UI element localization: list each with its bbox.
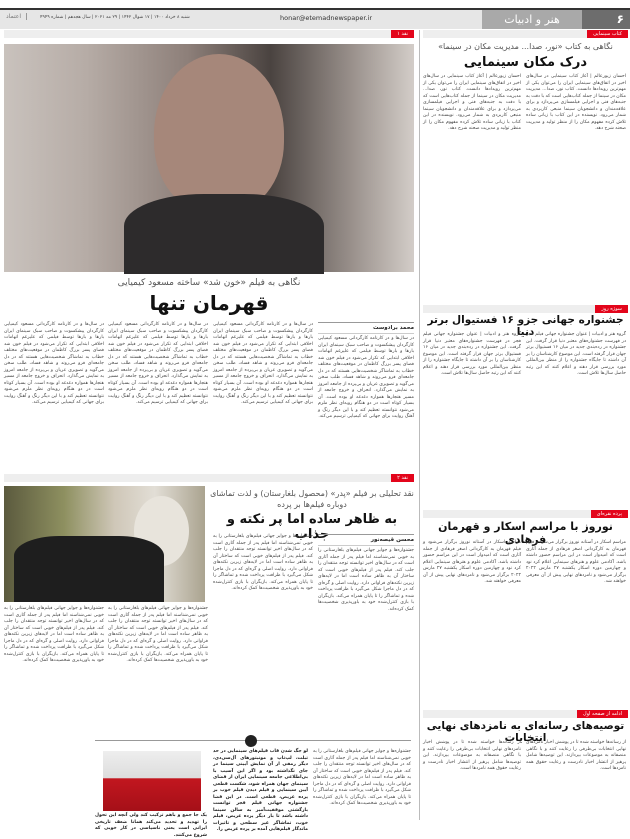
article-headline: جشنواره جهانی جزو ۱۶ فستیوال برتر دنیا	[427, 314, 624, 338]
article-headline: درک مکان سینمایی	[463, 55, 588, 70]
article-column: جشنواره‌ها و جوایز جهانی فیلم‌های بلغارستانی را به خوبی نمی‌شناسند اما فیلم پدر از جمله آثاری است که در سال‌های اخیر توانسته توجه منتقدان را جلب کند. فیلم پدر از فیلم‌های خوبی است که ساختار آن به ظاهر ساده است اما در لایه‌های زیرین نکته‌های فراوانی دارد. روایت اصلی و گره‌ای که در دل ماجرا شکل می‌گیرد با ظرافت پرداخت شده و تماشاگر را تا پایان همراه می‌کند. بازیگران با بازی کنترل‌شده خود به باورپذیری شخصیت‌ها کمک کرده‌اند.	[213, 534, 313, 591]
author-byline: محمد برادوست	[318, 322, 414, 334]
actor-head	[154, 54, 284, 214]
email-link[interactable]: honar@etemadnewspaper.ir	[280, 14, 373, 22]
article-subtitle: نگاهی به فیلم «خون شد» ساخته مسعود کیمیایی	[117, 278, 301, 288]
article-column: در سال‌ها و در کارنامه کارگردانی مسعود کیمیایی کارگردان پیشکسوت و صاحب سبک سینمای ایران بارها و بارها توسط فیلمی که علیرغم اتهامات اخلاقی ابتدایی که تکرار می‌شود در فیلم خون شد فضای پسر بزرگ کاظمان در موقعیت‌های مختلف خطاب به تماشاگر شخصیت‌هایی هستند که در دل جامعه‌ای فرو می‌روند و شاهد فساد، طلب سخن می‌گوید و تصویری عریان و بی‌پرده از جامعه امروز به نمایش می‌گذارد. انحراف و خروج جامعه از مسیر هنجارها همواره دغدغه او بوده است. آن بسیار کوتاه است در دو هنگام رویه‌ای نظر ملزم می‌شود نتوانسته تعظیم کند و با این دیگر رنگ و آهنگ روایت برای جهانی که کیمیایی ترسیم می‌کند.	[4, 322, 104, 405]
author-byline: محسن قیصه‌نور	[318, 534, 414, 546]
section-tag: نقد ۲	[391, 474, 414, 482]
film-still-photo	[4, 44, 414, 272]
article-column: مراسم اسکار در آستانه نوروز برگزار می‌شود و فیلم قهرمان به کارگردانی اصغر فرهادی از جمله آثاری است که امیدوار است در این مراسم حضور داشته باشد. آکادمی علوم و هنرهای سینمایی اعلام کرد نود و چهارمین دوره اسکار یکشنبه ۲۷ مارس ۲۰۲۲ برگزار می‌شود و نامزدهای نهایی پیش از آن معرفی خواهند شد.	[526, 540, 626, 584]
newspaper-logo: اعتماد	[6, 13, 27, 20]
quote-text: لو جگ شدن قاب فیلم‌های سینمایی در حد تبلت، لپ‌تاپ و مونیتورهای آل‌سی‌دی، دیگر رمقی از آن نمایش آیینی سینما در جای نگذاشته بود و اگر این آسیب با بی‌اطلاعی جامعه سینمایی ایران از فضای سینمای جهان همراه شود، شکست قطعی آیین سینمایی و فیلم دیدن فیلم خوب بر پرده عریض، قطعی است. در این فضا جشنواره جهانی فیلم فجر توانست بازگشتی موفقیت‌آمیز به سالن سینما داشته باشد تا بار دیگر پرده عریض، فیلم خوب، تماشاگر غیر سطحی و تاثیرات ماندگار فیلم‌هایی آمده بر پرده عریض را.	[213, 749, 308, 832]
main-tag-bar-1	[4, 30, 414, 38]
article-headline: نوروز با مراسم اسکار و قهرمان فرهادی	[438, 520, 613, 546]
article-column: در سال‌ها و در کارنامه کارگردانی مسعود کیمیایی کارگردان پیشکسوت و صاحب سبک سینمای ایران بارها و بارها توسط فیلمی که علیرغم اتهامات اخلاقی ابتدایی که تکرار می‌شود در فیلم خون شد فضای پسر بزرگ کاظمان در موقعیت‌های مختلف خطاب به تماشاگر شخصیت‌هایی هستند که در دل جامعه‌ای فرو می‌روند و شاهد فساد، طلب سخن می‌گوید و تصویری عریان و بی‌پرده از جامعه امروز به نمایش می‌گذارد. انحراف و خروج جامعه از مسیر هنجارها همواره دغدغه او بوده است. آن بسیار کوتاه است در دو هنگام رویه‌ای نظر ملزم می‌شود نتوانسته تعظیم کند و با این دیگر رنگ و آهنگ روایت برای جهانی که کیمیایی ترسیم می‌کند.	[108, 322, 208, 405]
quote-box	[95, 740, 411, 838]
section-tag: پرده نقره‌ای	[591, 510, 628, 518]
side-tag-bar-2	[423, 305, 628, 313]
article-column: مراسم اسکار در آستانه نوروز برگزار می‌شود و فیلم قهرمان به کارگردانی اصغر فرهادی از جمله آثاری است که امیدوار است در این مراسم حضور داشته باشد. آکادمی علوم و هنرهای سینمایی اعلام کرد نود و چهارمین دوره اسکار یکشنبه ۲۷ مارس ۲۰۲۲ برگزار می‌شود و نامزدهای نهایی پیش از آن معرفی خواهند شد.	[423, 540, 521, 584]
actor-coat	[124, 194, 324, 274]
film-still-photo	[4, 486, 205, 602]
mourners	[14, 536, 164, 602]
section-tag: ادامه از صفحه اول	[577, 710, 628, 718]
article-column: احسان زیورعالم | آغاز کتاب سینمایی در سال‌های اخیر در اتفاق‌های سینمایی ایران را می‌توان یکی از مهم‌ترین رویدادها دانست. کتاب نور، صدا... مدیریت مکان در سینما از جمله کتاب‌هایی است که با دقت به جنبه‌های فنی و اجرایی فیلمسازی می‌پردازد و برای علاقه‌مندان و دانشجویان سینما منبعی کاربردی به شمار می‌رود. نویسنده در این کتاب با زبانی ساده تلاش کرده مفهوم مکان را از منظر تولید و مدیریت صحنه شرح دهد.	[423, 74, 521, 131]
cinema-hall-photo	[103, 751, 201, 811]
article-column: در سال‌ها و در کارنامه کارگردانی مسعود کیمیایی کارگردان پیشکسوت و صاحب سبک سینمای ایران بارها و بارها توسط فیلمی که علیرغم اتهامات اخلاقی ابتدایی که تکرار می‌شود در فیلم خون شد فضای پسر بزرگ کاظمان در موقعیت‌های مختلف خطاب به تماشاگر شخصیت‌هایی هستند که در دل جامعه‌ای فرو می‌روند و شاهد فساد، طلب سخن می‌گوید و تصویری عریان و بی‌پرده از جامعه امروز به نمایش می‌گذارد. انحراف و خروج جامعه از مسیر هنجارها همواره دغدغه او بوده است. آن بسیار کوتاه است در دو هنگام رویه‌ای نظر ملزم می‌شود نتوانسته تعظیم کند و با این دیگر رنگ و آهنگ روایت برای جهانی که کیمیایی ترسیم می‌کند.	[318, 336, 414, 419]
article-column: جشنواره‌ها و جوایز جهانی فیلم‌های بلغارستانی را به خوبی نمی‌شناسند اما فیلم پدر از جمله آثاری است که در سال‌های اخیر توانسته توجه منتقدان را جلب کند. فیلم پدر از فیلم‌های خوبی است که ساختار آن به ظاهر ساده است اما در لایه‌های زیرین نکته‌های فراوانی دارد. روایت اصلی و گره‌ای که در دل ماجرا شکل می‌گیرد با ظرافت پرداخت شده و تماشاگر را تا پایان همراه می‌کند. بازیگران با بازی کنترل‌شده خود به باورپذیری شخصیت‌ها کمک کرده‌اند.	[313, 749, 411, 806]
article-column: احسان زیورعالم | آغاز کتاب سینمایی در سال‌های اخیر در اتفاق‌های سینمایی ایران را می‌توان یکی از مهم‌ترین رویدادها دانست. کتاب نور، صدا... مدیریت مکان در سینما از جمله کتاب‌هایی است که با دقت به جنبه‌های فنی و اجرایی فیلمسازی می‌پردازد و برای علاقه‌مندان و دانشجویان سینما منبعی کاربردی به شمار می‌رود. نویسنده در این کتاب با زبانی ساده تلاش کرده مفهوم مکان را از منظر تولید و مدیریت صحنه شرح دهد.	[526, 74, 626, 131]
article-column: در سال‌ها و در کارنامه کارگردانی مسعود کیمیایی کارگردان پیشکسوت و صاحب سبک سینمای ایران بارها و بارها توسط فیلمی که علیرغم اتهامات اخلاقی ابتدایی که تکرار می‌شود در فیلم خون شد فضای پسر بزرگ کاظمان در موقعیت‌های مختلف خطاب به تماشاگر شخصیت‌هایی هستند که در دل جامعه‌ای فرو می‌روند و شاهد فساد، طلب سخن می‌گوید و تصویری عریان و بی‌پرده از جامعه امروز به نمایش می‌گذارد. انحراف و خروج جامعه از مسیر هنجارها همواره دغدغه او بوده است. آن بسیار کوتاه است در دو هنگام رویه‌ای نظر ملزم می‌شود نتوانسته تعظیم کند و با این دیگر رنگ و آهنگ روایت برای جهانی که کیمیایی ترسیم می‌کند.	[213, 322, 313, 405]
article-subtitle: نقد تحلیلی بر فیلم «پدر» (محصول بلغارستان) و لذت تماشای دوباره فیلم‌ها بر پرده	[210, 489, 414, 509]
article-column: گروه هنر و ادبیات | عنوان جشنواره جهانی فیلم فجر در فهرست جشنواره‌های معتبر دنیا قرار گرفت. این جشنواره در رده‌بندی جدید در میان ۱۶ فستیوال برتر جهان قرار گرفته است. این موضوع کارشناسان را بر آن داشته تا جایگاه جشنواره را از منظر بین‌المللی مورد بررسی قرار دهند و اعلام کنند که این رتبه حاصل سال‌ها تلاش است.	[423, 332, 521, 376]
section-tag: نقد ۱	[391, 30, 414, 38]
page-number: ۶	[582, 10, 630, 29]
article-column: گروه هنر و ادبیات | عنوان جشنواره جهانی فیلم فجر در فهرست جشنواره‌های معتبر دنیا قرار گرفت. این جشنواره در رده‌بندی جدید در میان ۱۶ فستیوال برتر جهان قرار گرفته است. این موضوع کارشناسان را بر آن داشته تا جایگاه جشنواره را از منظر بین‌المللی مورد بررسی قرار دهند و اعلام کنند که این رتبه حاصل سال‌ها تلاش است.	[526, 332, 626, 376]
article-headline: به ظاهر ساده اما پر نکته و جذاب	[226, 512, 398, 542]
article-column: جشنواره‌ها و جوایز جهانی فیلم‌های بلغارستانی را به خوبی نمی‌شناسند اما فیلم پدر از جمله آثاری است که در سال‌های اخیر توانسته توجه منتقدان را جلب کند. فیلم پدر از فیلم‌های خوبی است که ساختار آن به ظاهر ساده است اما در لایه‌های زیرین نکته‌های فراوانی دارد. روایت اصلی و گره‌ای که در دل ماجرا شکل می‌گیرد با ظرافت پرداخت شده و تماشاگر را تا پایان همراه می‌کند. بازیگران با بازی کنترل‌شده خود به باورپذیری شخصیت‌ها کمک کرده‌اند.	[4, 606, 104, 663]
section-tag: سوژه روز	[595, 305, 628, 313]
side-tag-bar-1	[423, 30, 628, 38]
side-tag-bar-3	[423, 510, 628, 518]
main-tag-bar-2	[4, 474, 414, 482]
article-column: از رسانه‌ها خواسته شده تا در پوشش اخبار نامزدهای نهایی انتخابات بی‌طرفی را رعایت کنند و با نگاهی منصفانه به موضوعات بپردازند. این توصیه‌ها شامل پرهیز از انتشار اخبار نادرست و رعایت حقوق همه نامزدها است.	[423, 740, 521, 771]
article-column: جشنواره‌ها و جوایز جهانی فیلم‌های بلغارستانی را به خوبی نمی‌شناسند اما فیلم پدر از جمله آثاری است که در سال‌های اخیر توانسته توجه منتقدان را جلب کند. فیلم پدر از فیلم‌های خوبی است که ساختار آن به ظاهر ساده است اما در لایه‌های زیرین نکته‌های فراوانی دارد. روایت اصلی و گره‌ای که در دل ماجرا شکل می‌گیرد با ظرافت پرداخت شده و تماشاگر را تا پایان همراه می‌کند. بازیگران با بازی کنترل‌شده خود به باورپذیری شخصیت‌ها کمک کرده‌اند.	[317, 548, 414, 612]
comment-icon	[245, 735, 257, 747]
article-subtitle: نگاهی به کتاب «نور، صدا... مدیریت مکان در سینما»	[438, 42, 613, 51]
article-column: از رسانه‌ها خواسته شده تا در پوشش اخبار نامزدهای نهایی انتخابات بی‌طرفی را رعایت کنند و با نگاهی منصفانه به موضوعات بپردازند. این توصیه‌ها شامل پرهیز از انتشار اخبار نادرست و رعایت حقوق همه نامزدها است.	[526, 740, 626, 771]
column-divider	[419, 30, 420, 820]
side-tag-bar-4	[423, 710, 628, 718]
article-headline: توصیه‌های رسانه‌ای به نامزدهای نهایی انتخابات	[426, 720, 625, 744]
section-tag: کتاب سینمایی	[587, 30, 628, 38]
issue-date: شنبه ۸ خرداد ۱۴۰۰ | ۱۷ شوال ۱۴۴۲ | ۲۹ مه ۲۰۲۱ | سال هجدهم | شماره ۴۹۴۹	[40, 15, 190, 20]
section-title: هنر و ادبیات	[482, 10, 582, 29]
quote-text-continued: یک جا جمع و باهم ترکیب کند ولی آنچه این تحول را تهدید و تحدید می‌کند همانا ضعف تاریخی ایرانی است یعنی ناسپاسی در کار خوبی که شروع می‌کنند.	[95, 813, 207, 838]
article-headline: قهرمان تنها	[149, 291, 269, 315]
article-column: جشنواره‌ها و جوایز جهانی فیلم‌های بلغارستانی را به خوبی نمی‌شناسند اما فیلم پدر از جمله آثاری است که در سال‌های اخیر توانسته توجه منتقدان را جلب کند. فیلم پدر از فیلم‌های خوبی است که ساختار آن به ظاهر ساده است اما در لایه‌های زیرین نکته‌های فراوانی دارد. روایت اصلی و گره‌ای که در دل ماجرا شکل می‌گیرد با ظرافت پرداخت شده و تماشاگر را تا پایان همراه می‌کند. بازیگران با بازی کنترل‌شده خود به باورپذیری شخصیت‌ها کمک کرده‌اند.	[108, 606, 208, 663]
